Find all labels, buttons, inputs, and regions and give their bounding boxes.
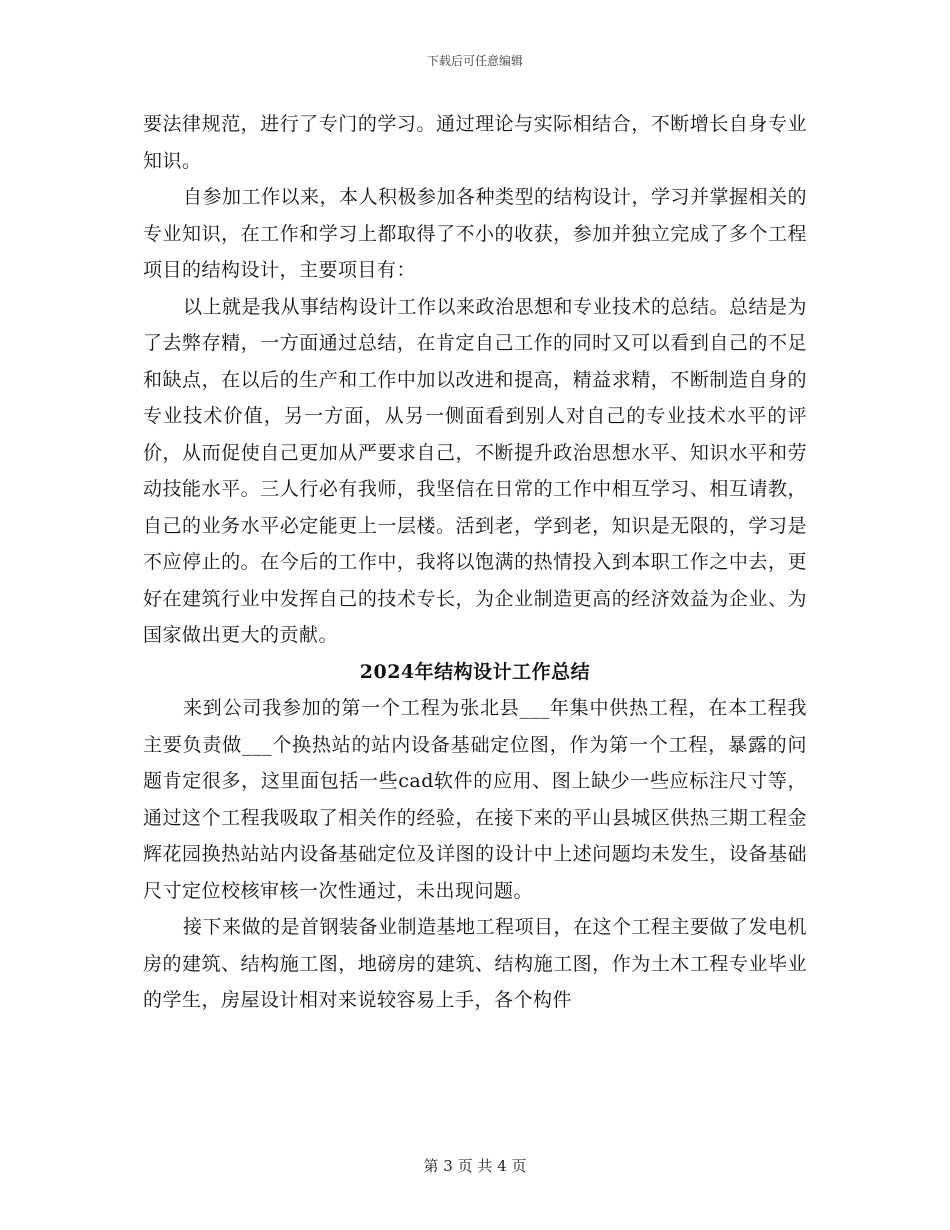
header-note: 下载后可任意编辑	[426, 54, 523, 68]
paragraph-4: 来到公司我参加的第一个工程为张北县___年集中供热工程，在本工程我主要负责做___个换热站的站内设备基础定位图，作为第一个工程，暴露的问题肯定很多，这里面包括一些cad软件的应用、图上缺少一些应标注尺寸等，通过这个工程我吸取了相关作的经验，在接下来的平山县城区供热三期工程金辉花园换热站站内设备基础定位及详图的设计中上述问题均未发生，设备基础尺寸定位校核审核一次性通过，未出现问题。	[143, 697, 807, 902]
paragraph-2: 自参加工作以来，本人积极参加各种类型的结构设计，学习并掌握相关的专业知识，在工作和学习上都取得了不小的收获，参加并独立完成了多个工程项目的结构设计，主要项目有：	[143, 186, 808, 281]
paragraph-3: 以上就是我从事结构设计工作以来政治思想和专业技术的总结。总结是为了去弊存精，一方面通过总结，在肯定自己工作的同时又可以看到自己的不足和缺点，在以后的生产和工作中加以改进和提高，精益求精，不断制造自身的专业技术价值，另一方面，从另一侧面看到别人对自己的专业技术水平的评价，从而促使自己更加从严要求自己，不断提升政治思想水平、知识水平和劳动技能水平。三人行必有我师，我坚信在日常的工作中相互学习、相互请教，自己的业务水平必定能更上一层楼。活到老，学到老，知识是无限的，学习是不应停止的。在今后的工作中，我将以饱满的热情投入到本职工作之中去，更好在建筑行业中发挥自己的技术专长，为企业制造更高的经济效益为企业、为国家做出更大的贡献。	[143, 295, 808, 646]
document-body	[143, 106, 807, 1019]
paragraph-5: 接下来做的是首钢装备业制造基地工程项目，在这个工程主要做了发电机房的建筑、结构施工图，地磅房的建筑、结构施工图，作为土木工程专业毕业的学生，房屋设计相对来说较容易上手，各个构件	[143, 916, 808, 1011]
page-number-footer: 第 3 页 共 4 页	[423, 1157, 527, 1175]
section-title: 2024年结构设计工作总结	[359, 660, 591, 683]
paragraph-1: 要法律规范，进行了专门的学习。通过理论与实际相结合，不断增长自身专业知识。	[143, 113, 807, 172]
